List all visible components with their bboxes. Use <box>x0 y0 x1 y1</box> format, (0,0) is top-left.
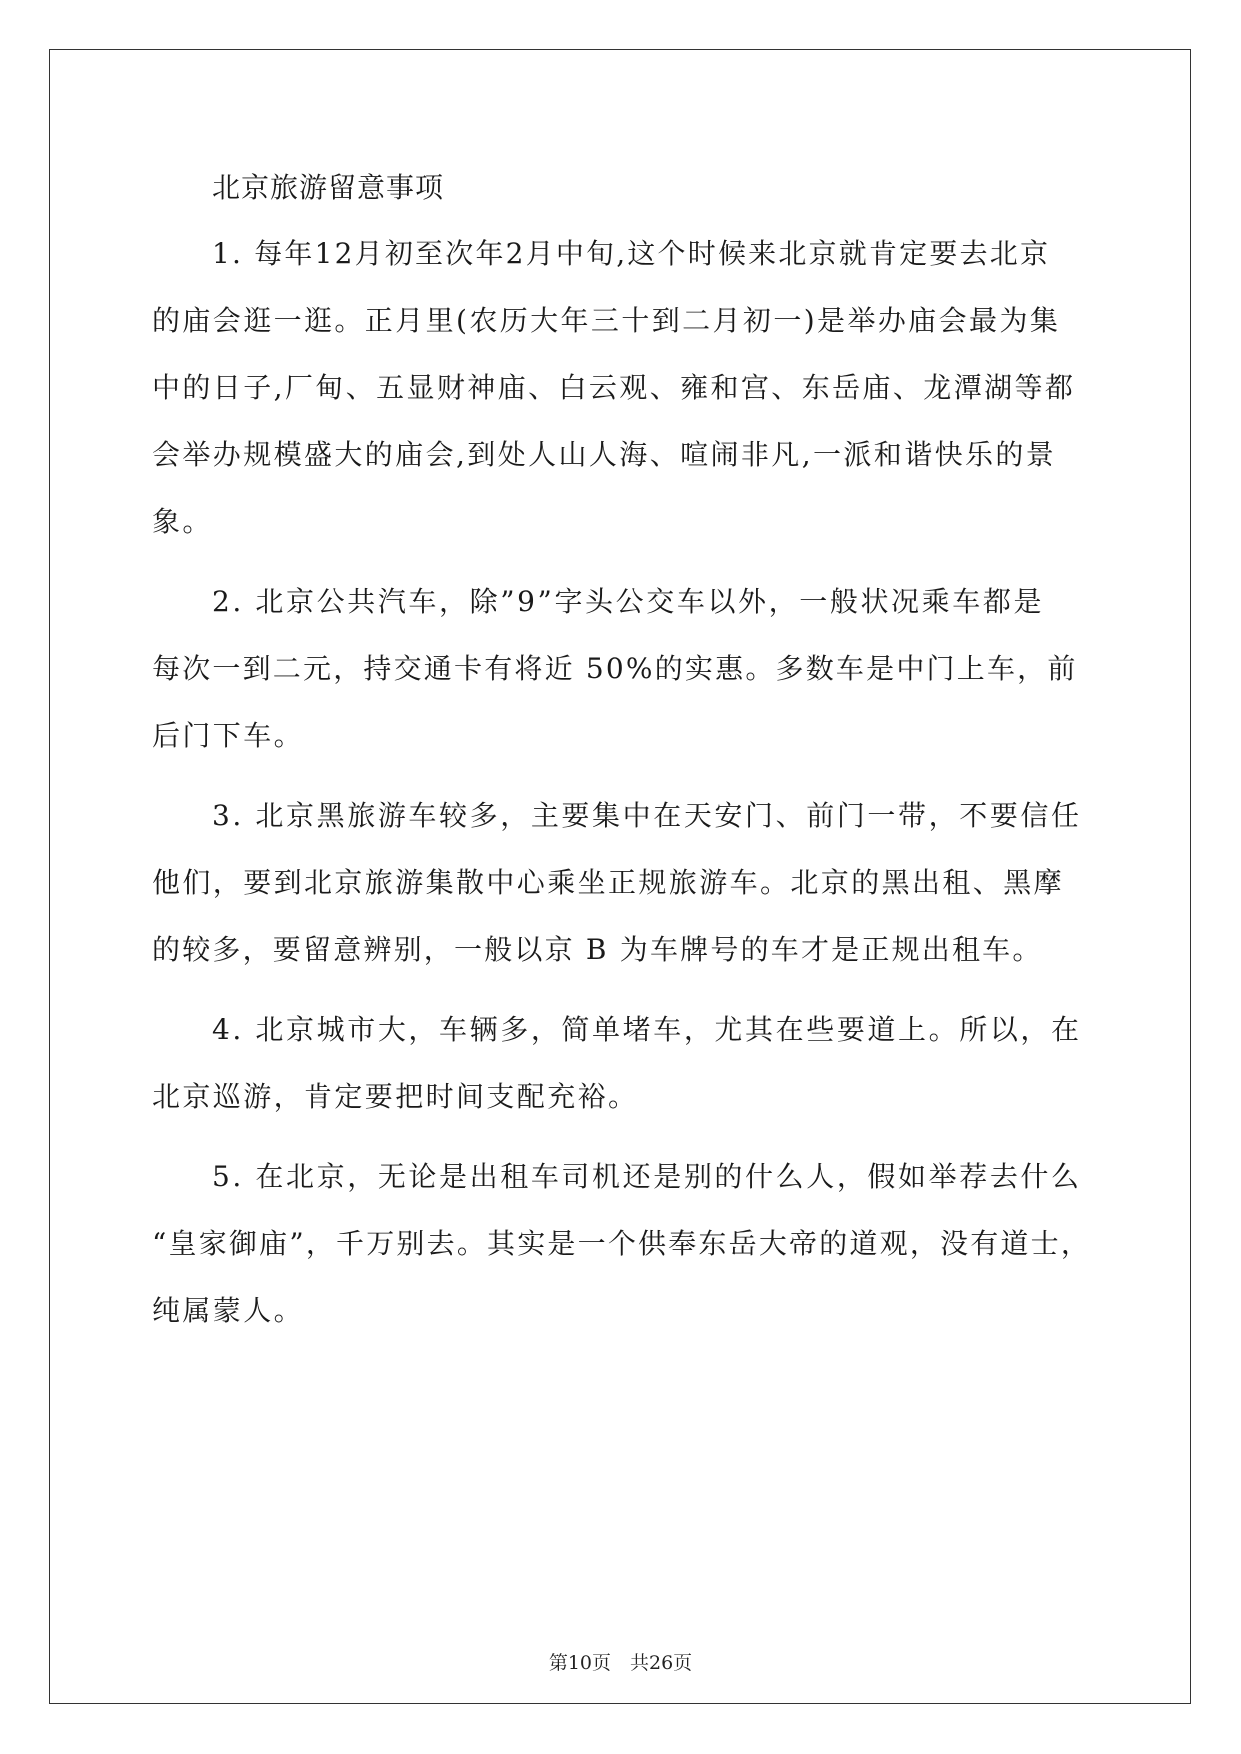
paragraph-3-line-1: 3. 北京黑旅游车较多，主要集中在天安门、前门一带，不要信任 <box>212 799 1082 832</box>
paragraph-1-line-3: 中的日子,厂甸、五显财神庙、白云观、雍和宫、东岳庙、龙潭湖等都 <box>152 371 1076 404</box>
page-number: 第10页 共26页 <box>548 1652 693 1674</box>
paragraph-4-line-1: 4. 北京城市大，车辆多，简单堵车，尤其在些要道上。所以，在 <box>212 1013 1082 1046</box>
paragraph-5-line-2: “皇家御庙”，千万别去。其实是一个供奉东岳大帝的道观，没有道士， <box>152 1227 1092 1260</box>
document-title: 北京旅游留意事项 <box>212 171 445 204</box>
paragraph-1-line-1: 1. 每年12月初至次年2月中旬,这个时候来北京就肯定要去北京 <box>212 237 1051 270</box>
paragraph-2-line-2: 每次一到二元，持交通卡有将近 50%的实惠。多数车是中门上车，前 <box>152 652 1078 685</box>
paragraph-4-line-2: 北京巡游，肯定要把时间支配充裕。 <box>152 1080 639 1113</box>
paragraph-5-line-3: 纯属蒙人。 <box>152 1294 305 1327</box>
paragraph-3-line-3: 的较多，要留意辨别，一般以京 B 为车牌号的车才是正规出租车。 <box>152 933 1043 966</box>
paragraph-2-line-1: 2. 北京公共汽车，除”9”字头公交车以外，一般状况乘车都是 <box>212 585 1045 618</box>
paragraph-5-line-1: 5. 在北京，无论是出租车司机还是别的什么人，假如举荐去什么 <box>212 1160 1082 1193</box>
paragraph-1-line-4: 会举办规模盛大的庙会,到处人山人海、喧闹非凡,一派和谐快乐的景 <box>152 438 1057 471</box>
paragraph-3-line-2: 他们，要到北京旅游集散中心乘坐正规旅游车。北京的黑出租、黑摩 <box>152 866 1065 899</box>
paragraph-1-line-5: 象。 <box>152 505 213 538</box>
paragraph-2-line-3: 后门下车。 <box>152 719 305 752</box>
paragraph-1-line-2: 的庙会逛一逛。正月里(农历大年三十到二月初一)是举办庙会最为集 <box>152 304 1061 337</box>
